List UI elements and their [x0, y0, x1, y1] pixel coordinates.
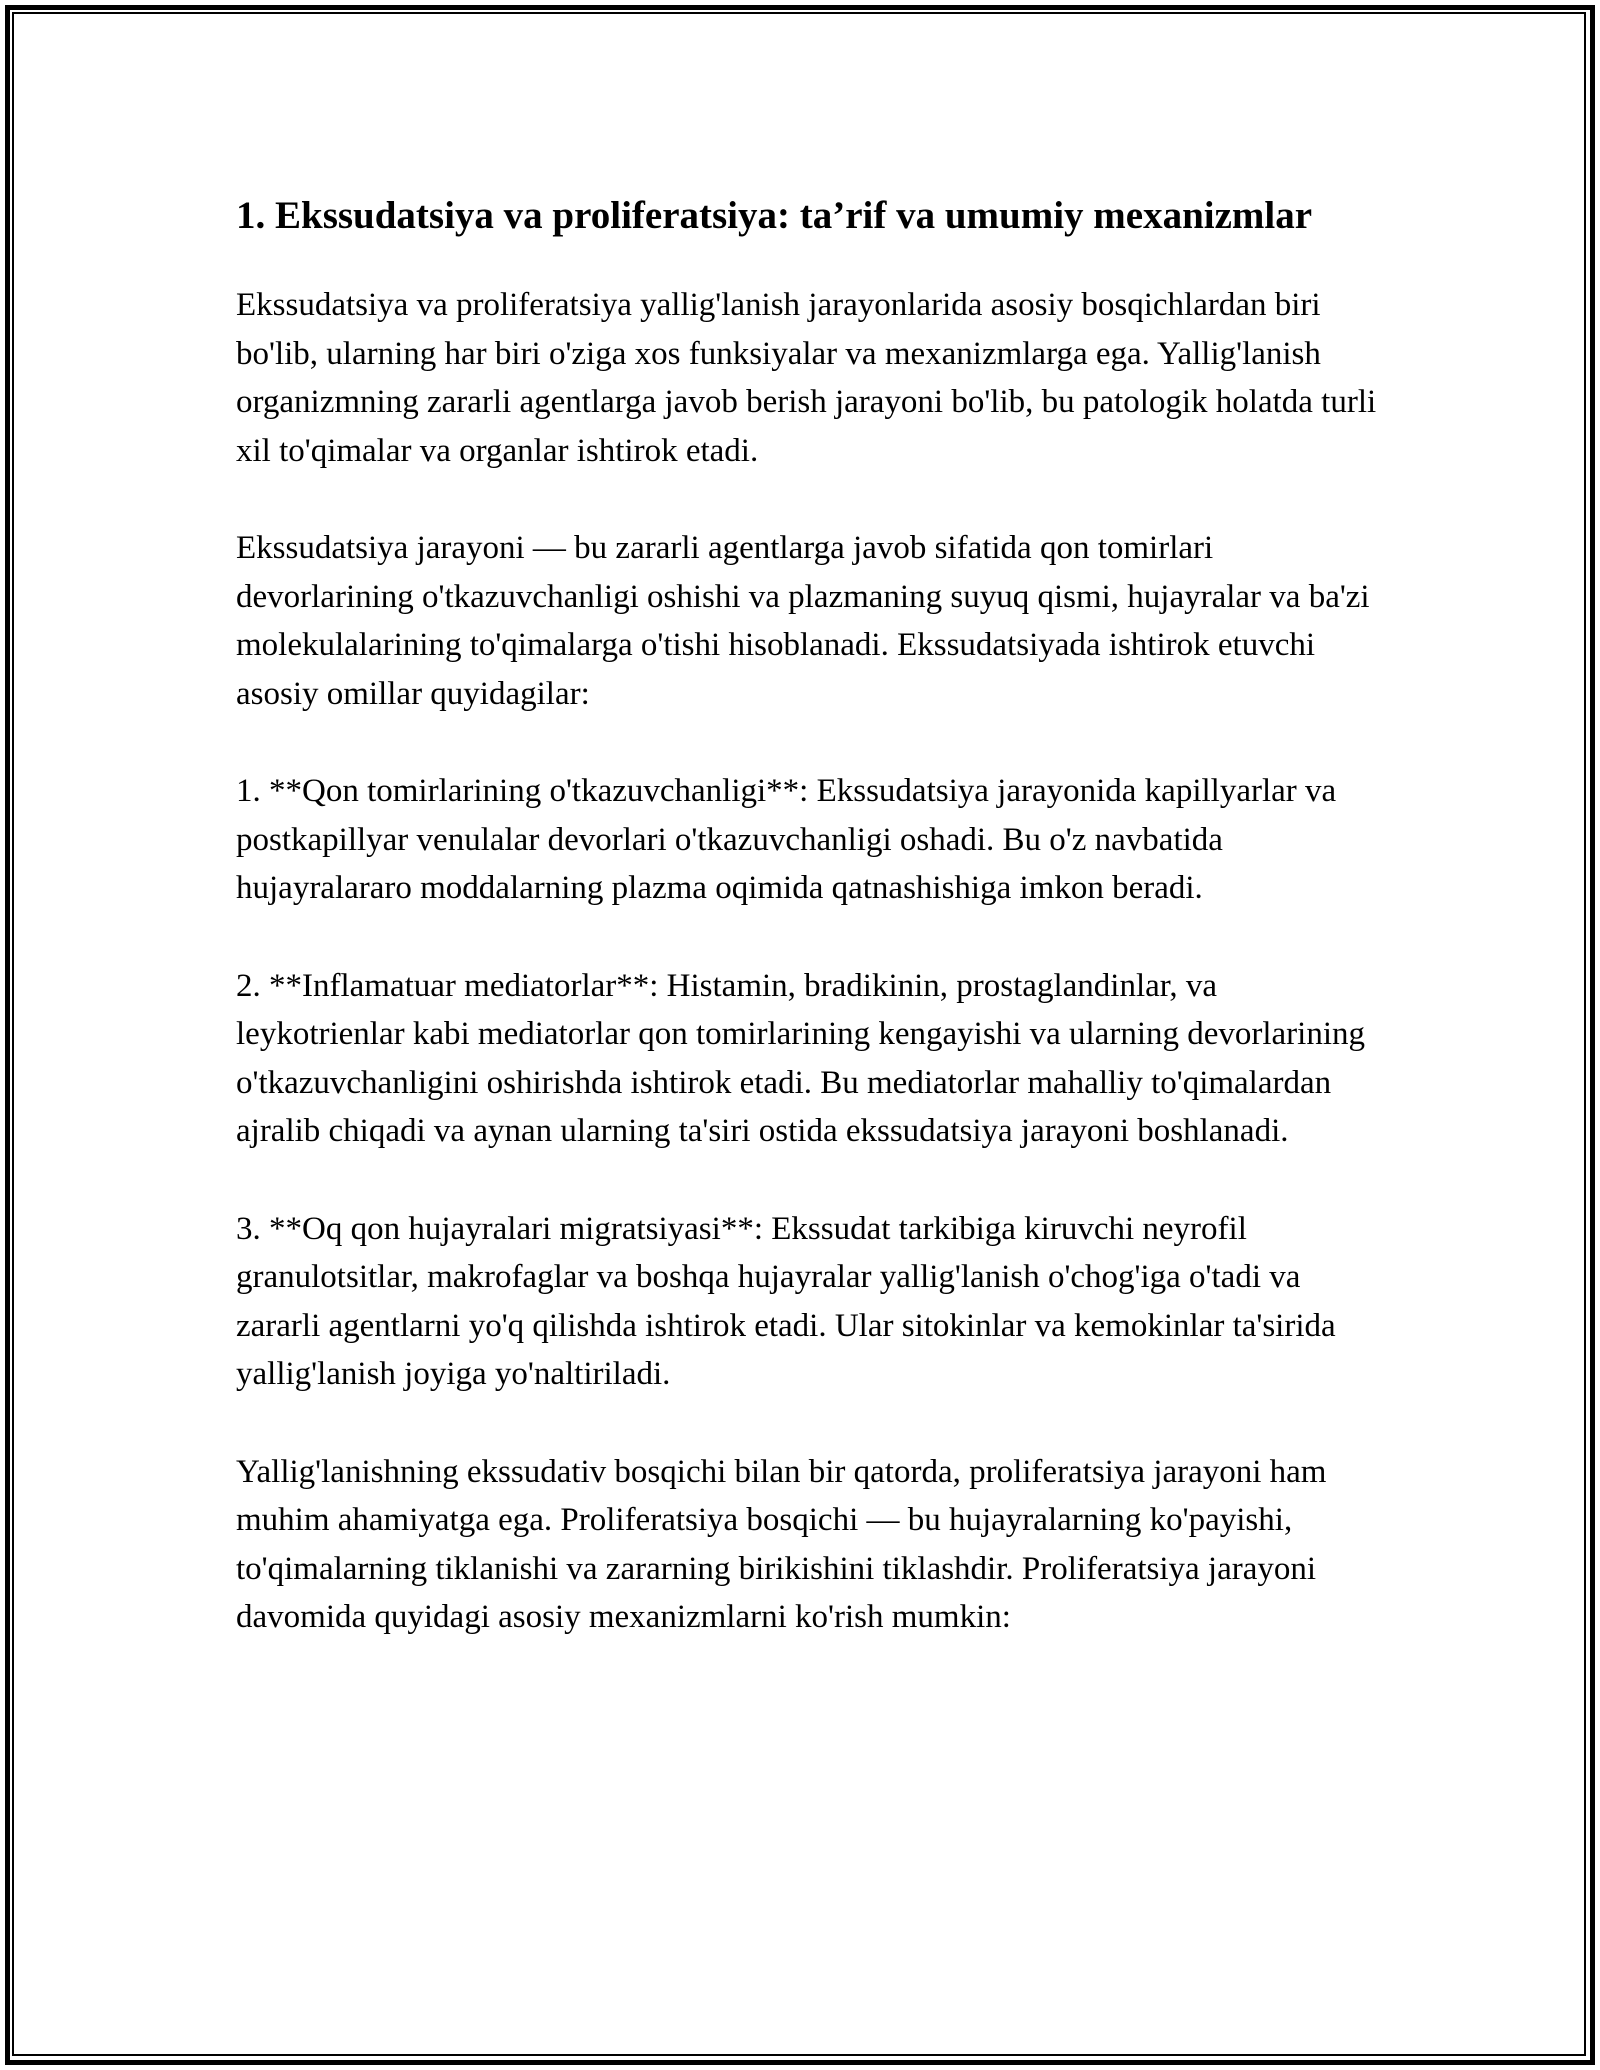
- paragraph-proliferation: Yallig'lanishning ekssudativ bosqichi bilan bir qatorda, proliferatsiya jarayoni ham muhim ahamiyatga ega. Proliferatsiya bosqichi — bu hujayralarning ko'payishi, to'qimalarning tiklanishi va zararning birikishini tiklashdir. Proliferatsiya jarayoni davomida quyidagi asosiy mexanizmlarni ko'rish mumkin:: [236, 1453, 1327, 1635]
- list-item-inflammatory-mediators: 2. **Inflamatuar mediatorlar**: Histamin, bradikinin, prostaglandinlar, va leykotrienlar kabi mediatorlar qon tomirlarining kengayishi va ularning devorlarining o'tkazuvchanligini oshirishda ishtirok etadi. Bu mediatorlar mahalliy to'qimalardan ajralib chiqadi va aynan ularning ta'siri ostida ekssudatsiya jarayoni boshlanadi.: [236, 967, 1366, 1149]
- paragraph-intro: Ekssudatsiya va proliferatsiya yallig'lanish jarayonlarida asosiy bosqichlardan biri bo'lib, ularning har biri o'ziga xos funksiyalar va mexanizmlarga ega. Yallig'lanish organizmning zararli agentlarga javob berish jarayoni bo'lib, bu patologik holatda turli xil to'qimalar va organlar ishtirok etadi.: [236, 287, 1377, 469]
- section-heading: 1. Ekssudatsiya va proliferatsiya: ta’rif va umumiy mexanizmlar: [236, 194, 1313, 237]
- list-item-leukocyte-migration: 3. **Oq qon hujayralari migratsiyasi**: Ekssudat tarkibiga kiruvchi neyrofil granulotsitlar, makrofaglar va boshqa hujayralar yallig'lanish o'chog'iga o'tadi va zararli agentlarni yo'q qilishda ishtirok etadi. Ular sitokinlar va kemokinlar ta'sirida yallig'lanish joyiga yo'naltiriladi.: [236, 1210, 1336, 1392]
- list-item-vessel-permeability: 1. **Qon tomirlarining o'tkazuvchanligi**: Ekssudatsiya jarayonida kapillyarlar va postkapillyar venulalar devorlari o'tkazuvchanligi oshadi. Bu o'z navbatida hujayralararo moddalarning plazma oqimida qatnashishiga imkon beradi.: [236, 773, 1337, 906]
- paragraph-exudation-definition: Ekssudatsiya jarayoni — bu zararli agentlarga javob sifatida qon tomirlari devorlarining o'tkazuvchanligi oshishi va plazmaning suyuq qismi, hujayralar va ba'zi molekulalarining to'qimalarga o'tishi hisoblanadi. Ekssudatsiyada ishtirok etuvchi asosiy omillar quyidagilar:: [236, 530, 1370, 712]
- document-body: [236, 188, 1386, 1691]
